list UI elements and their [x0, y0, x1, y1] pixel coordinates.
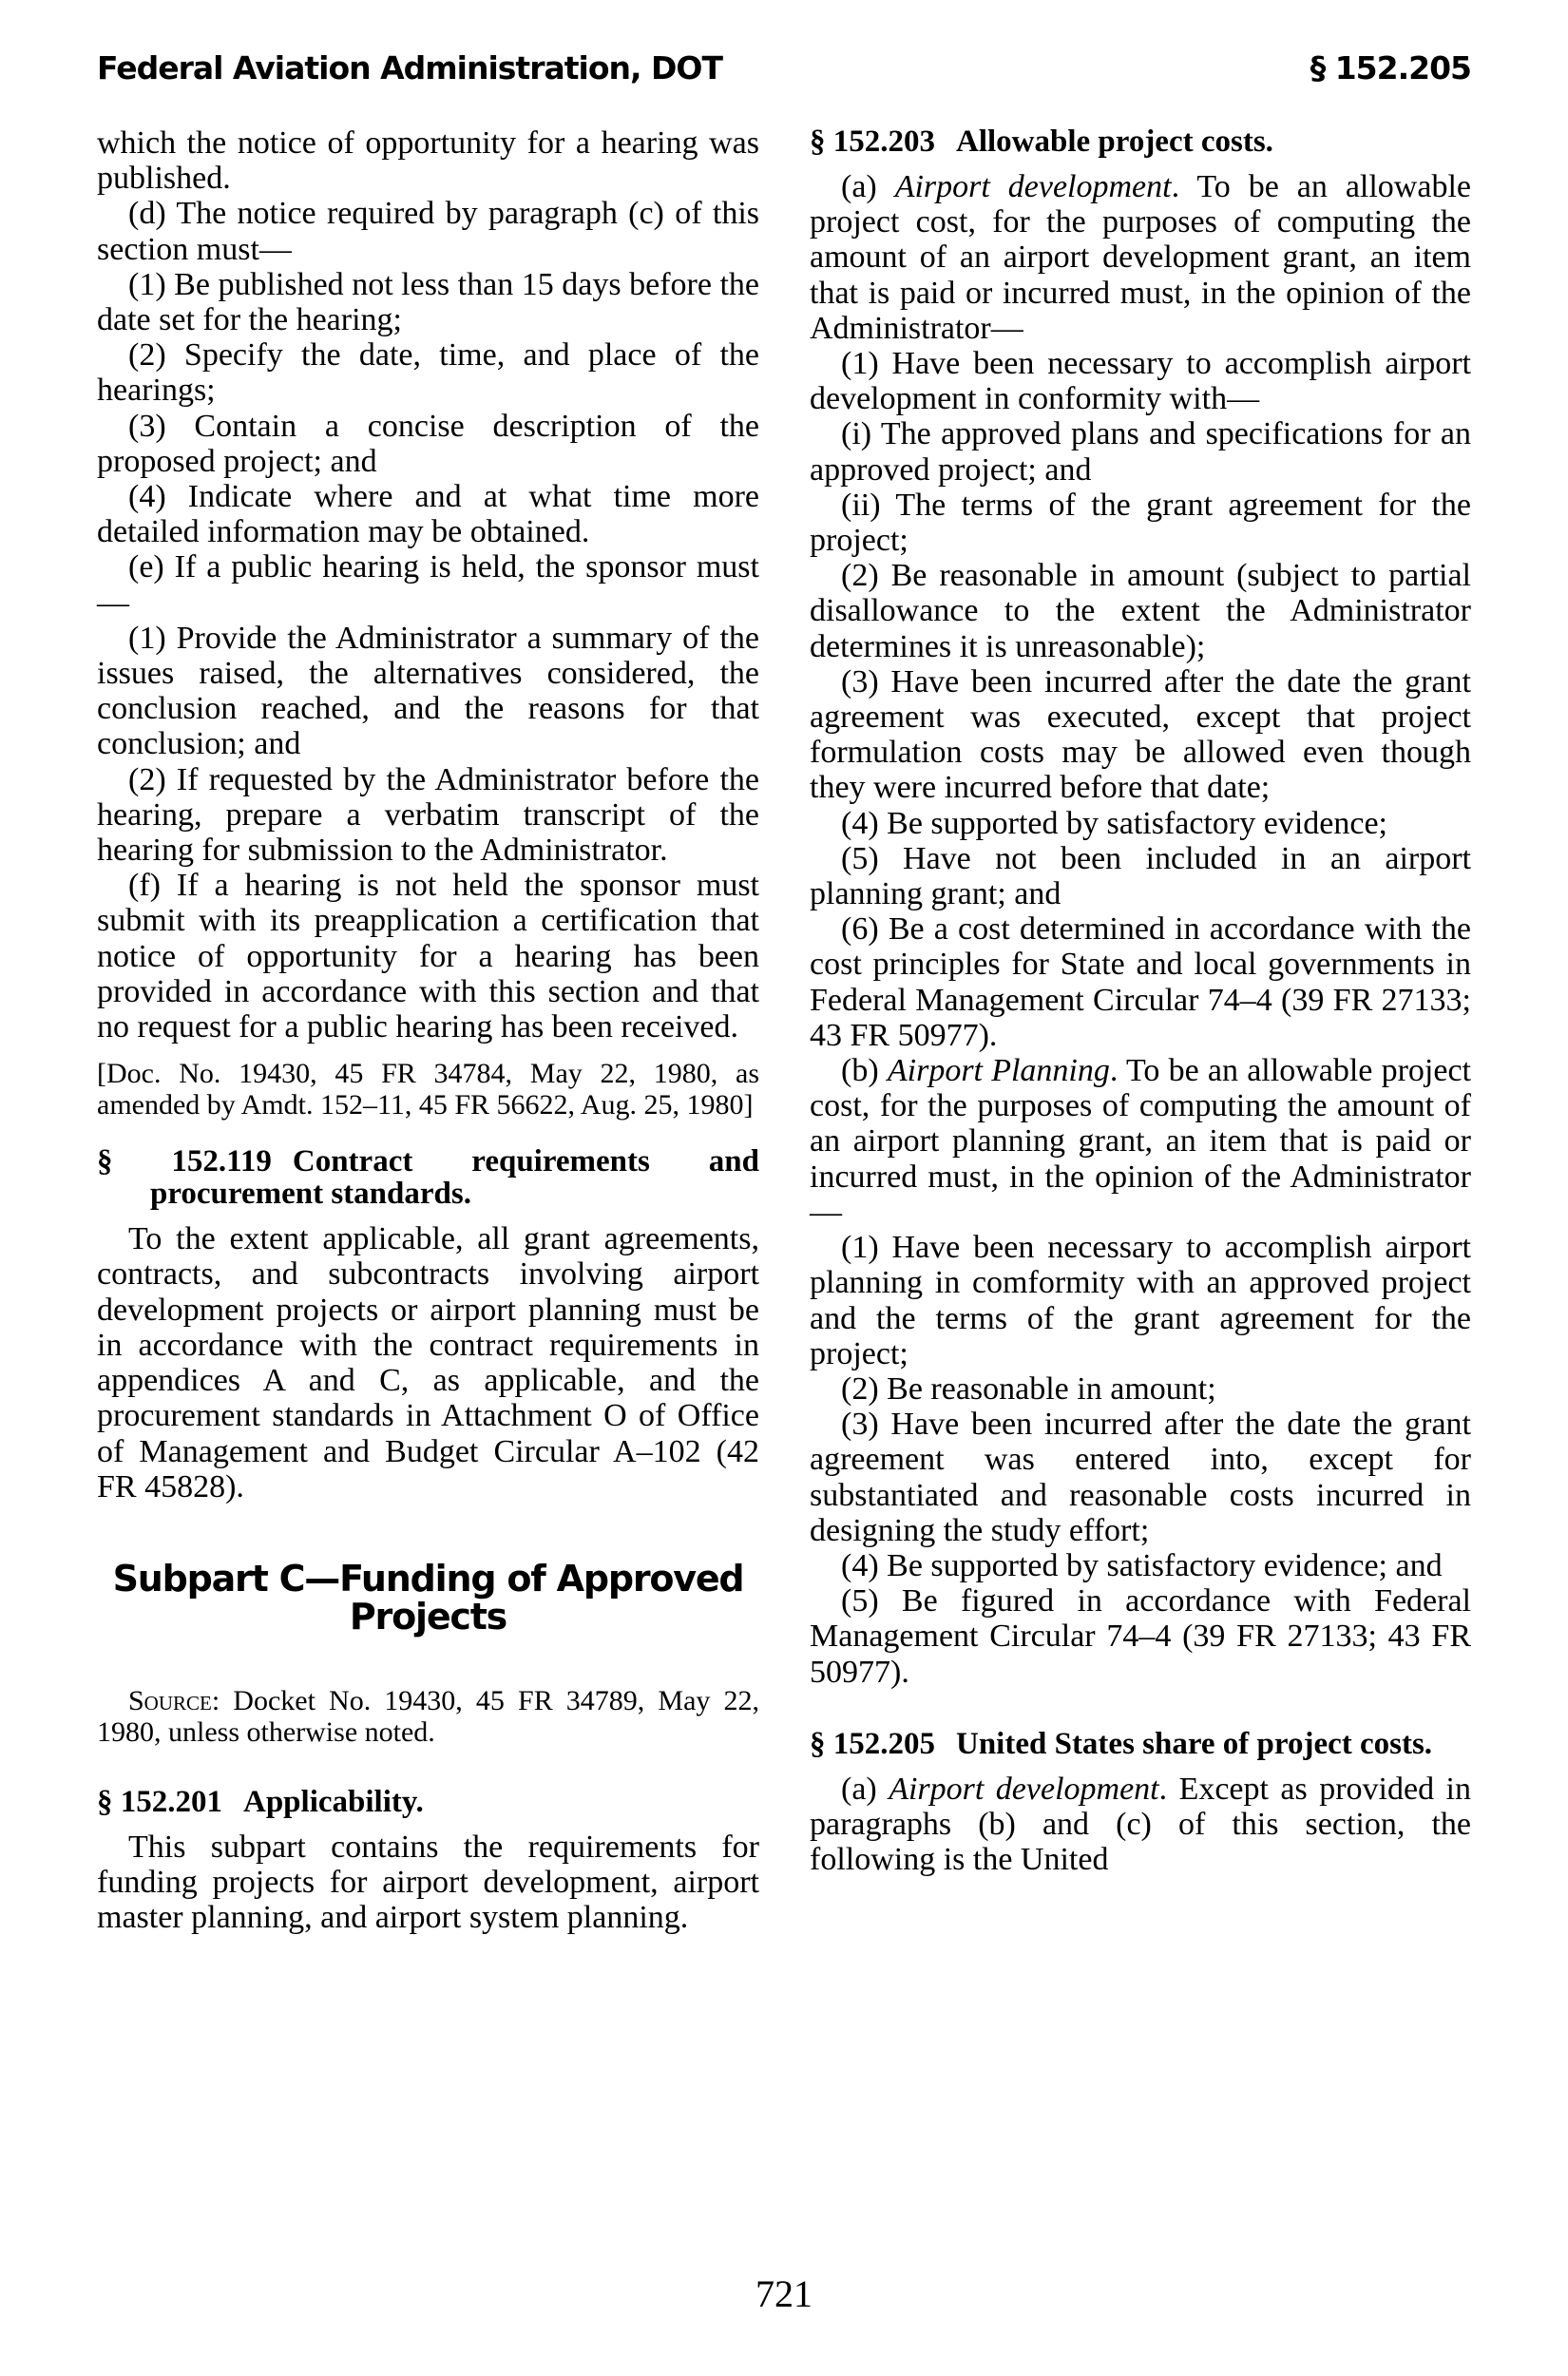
paragraph-d: (d) The notice required by paragraph (c) of this section must— [97, 196, 759, 267]
page-number: 721 [755, 2272, 813, 2315]
section-number: § 152.119 [97, 1144, 272, 1179]
paragraph-d-2: (2) Specify the date, time, and place of the hearings; [97, 337, 759, 409]
amendment-citation: [Doc. No. 19430, 45 FR 34784, May 22, 1980, as amended by Amdt. 152–11, 45 FR 56622, Aug. 25, 1980] [97, 1058, 759, 1121]
paragraph-a-1-ii: (ii) The terms of the grant agreement for the project; [810, 487, 1471, 559]
section-title: Allowable project costs. [956, 125, 1273, 159]
paragraph-a-3: (3) Have been incurred after the date the grant agreement was executed, except that project formulation costs may be allowed even though they were incurred before that date; [810, 663, 1471, 806]
paragraph-d-3: (3) Contain a concise description of the proposed project; and [97, 408, 759, 479]
paragraph-text: . To be an allowable project cost, for the purposes of computing the amount of an airport development grant, an item that is paid or incurred must, in the opinion of the Administrator— [810, 169, 1471, 346]
paragraph-text: . Except as provided in paragraphs (b) and (c) of this section, the following is the United [810, 1771, 1471, 1878]
paragraph-continuation: which the notice of opportunity for a hearing was published. [97, 125, 759, 197]
paragraph-label: (a) [841, 1771, 889, 1807]
section-number: § 152.205 [810, 1726, 935, 1761]
paragraph-a-2: (2) Be reasonable in amount (subject to partial disallowance to the extent the Administrator determines it is unreasonable); [810, 558, 1471, 664]
paragraph-a-1-i: (i) The approved plans and specifications for an approved project; and [810, 416, 1471, 488]
section-152-205-paragraph-a [810, 1772, 1471, 1878]
section-title: Applicability. [243, 1784, 424, 1819]
section-title: United States share of project costs. [956, 1726, 1433, 1761]
section-152-201-body: This subpart contains the requirements for funding projects for airport development, airport master planning, and airport system planning. [97, 1829, 759, 1936]
paragraph-f: (f) If a hearing is not held the sponsor must submit with its preapplication a certification that notice of opportunity for a hearing has been provided in accordance with this section and that no request for a public hearing has been received. [97, 868, 759, 1045]
section-heading-152-201 [97, 1786, 759, 1818]
source-text: Docket No. 19430, 45 FR 34789, May 22, 1980, unless otherwise noted. [97, 1684, 759, 1748]
paragraph-a [810, 169, 1471, 346]
section-title: Contract requirements and procurement standards. [150, 1144, 759, 1212]
left-column [97, 125, 759, 1936]
running-head [97, 49, 1471, 95]
agency-title: Federal Aviation Administration, DOT [97, 49, 722, 86]
section-152-119-body: To the extent applicable, all grant agreements, contracts, and subcontracts involving airport development projects or airport planning must be in accordance with the contract requirements in appendices A and C, as applicable, and the procurement standards in Attachment O of Office of Management and Budget Circular A–102 (42 FR 45828). [97, 1221, 759, 1504]
section-number: § 152.201 [97, 1784, 222, 1819]
section-heading-152-203 [810, 125, 1471, 158]
paragraph-e-1: (1) Provide the Administrator a summary of the issues raised, the alternatives considered, the conclusion reached, and the reasons for that conclusion; and [97, 620, 759, 762]
section-number: § 152.203 [810, 125, 935, 159]
paragraph-e-2: (2) If requested by the Administrator before the hearing, prepare a verbatim transcript of the hearing for submission to the Administrator. [97, 761, 759, 869]
paragraph-b [810, 1053, 1471, 1230]
paragraph-a-4: (4) Be supported by satisfactory evidence; [841, 805, 1387, 841]
paragraph-e: (e) If a public hearing is held, the sponsor must— [97, 549, 759, 621]
paragraph-b-2: (2) Be reasonable in amount; [841, 1370, 1216, 1407]
paragraph-b-3: (3) Have been incurred after the date the grant agreement was entered into, except for substantiated and reasonable costs incurred in designing the study effort; [810, 1407, 1471, 1548]
section-heading-152-205 [810, 1728, 1471, 1760]
section-locator: § 152.205 [1310, 49, 1471, 86]
subpart-heading: Subpart C—Funding of Approved Projects [112, 1557, 744, 1638]
paragraph-b-5: (5) Be figured in accordance with Federal Management Circular 74–4 (39 FR 27133; 43 FR 50977). [810, 1583, 1471, 1690]
right-column [810, 125, 1471, 1877]
paragraph-subject: Airport development [889, 1771, 1159, 1807]
source-note [97, 1685, 759, 1748]
paragraph-a-5: (5) Have not been included in an airport planning grant; and [810, 840, 1471, 912]
paragraph-b-1: (1) Have been necessary to accomplish airport planning in comformity with an approved project and the terms of the grant agreement for the project; [810, 1230, 1471, 1371]
paragraph-subject: Airport development [894, 169, 1172, 204]
paragraph-label: (b) [841, 1053, 888, 1089]
source-label: Source: [128, 1684, 220, 1716]
paragraph-d-4: (4) Indicate where and at what time more detailed information may be obtained. [97, 479, 759, 550]
paragraph-b-4: (4) Be supported by satisfactory evidence; and [841, 1547, 1443, 1583]
paragraph-d-1: (1) Be published not less than 15 days before the date set for the hearing; [97, 266, 759, 338]
paragraph-label: (a) [841, 169, 895, 204]
paragraph-text: . To be an allowable project cost, for the purposes of computing the amount of an airport planning grant, an item that is paid or incurred must, in the opinion of the Administrator— [810, 1053, 1471, 1230]
paragraph-subject: Airport Planning [887, 1053, 1110, 1089]
section-heading-152-119 [97, 1145, 759, 1210]
paragraph-a-6: (6) Be a cost determined in accordance with the cost principles for State and local governments in Federal Management Circular 74–4 (39 FR 27133; 43 FR 50977). [810, 911, 1471, 1053]
paragraph-a-1: (1) Have been necessary to accomplish airport development in conformity with— [810, 346, 1471, 417]
